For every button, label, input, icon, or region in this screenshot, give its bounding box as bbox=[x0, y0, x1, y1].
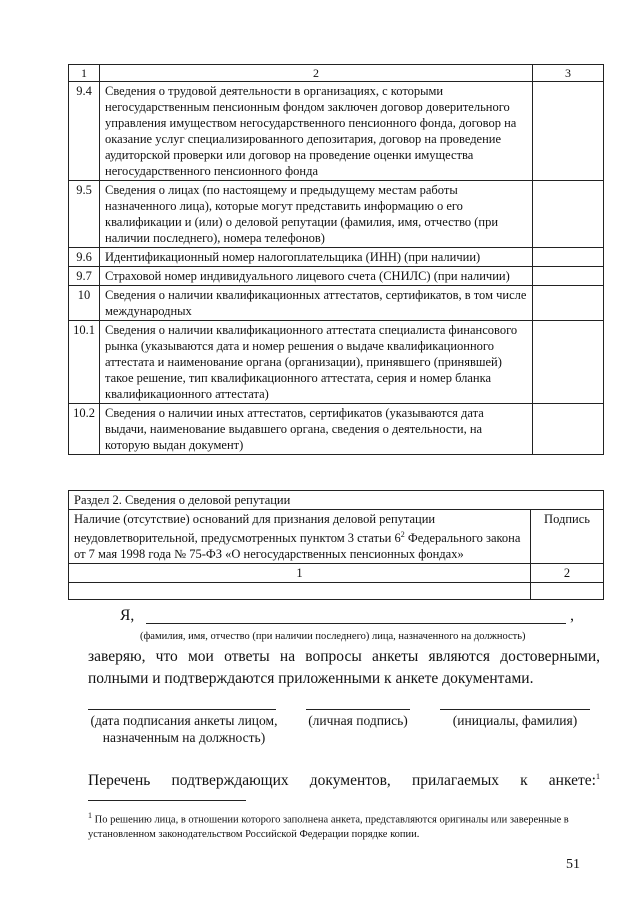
business-reputation-table bbox=[68, 490, 604, 600]
full-name-field[interactable] bbox=[146, 623, 566, 624]
row-number: 10.2 bbox=[69, 404, 100, 455]
table-row bbox=[69, 82, 604, 181]
heading-word: подтверждающих bbox=[171, 772, 289, 789]
answer-row bbox=[69, 583, 604, 600]
table-header-row bbox=[69, 65, 604, 82]
signing-date-caption bbox=[86, 712, 282, 746]
reputation-answer-cell[interactable] bbox=[69, 583, 531, 600]
table-row bbox=[69, 248, 604, 267]
column-number-2: 2 bbox=[531, 564, 604, 583]
answer-cell[interactable] bbox=[533, 181, 604, 248]
column-header-1: 1 bbox=[69, 65, 100, 82]
question-row bbox=[69, 510, 604, 564]
row-description: Сведения о лицах (по настоящему и предыдущему местам работы назначенного лица), которые могут представить информацию о его квалификации и (или) о деловой репутации (фамилия, имя, отчество (при наличии последнего), номера телефонов) bbox=[100, 181, 533, 248]
heading-word: прилагаемых bbox=[411, 772, 499, 789]
row-description: Сведения о трудовой деятельности в организациях, с которыми негосударственным пенсионным фондом заключен договор доверительного управления имуществом негосударственного пенсионного фонда, договор на оказание услуг специализированного депозитария, договор на проведение аудиторской проверки или договор на проведение оценки имущества негосударственного пенсионного фонда bbox=[100, 82, 533, 181]
answer-cell[interactable] bbox=[533, 248, 604, 267]
footnote-marker: 1 bbox=[88, 811, 92, 820]
signing-date-field[interactable] bbox=[88, 709, 276, 710]
footnote bbox=[88, 809, 600, 842]
answer-cell[interactable] bbox=[533, 286, 604, 321]
initials-surname-caption: (инициалы, фамилия) bbox=[452, 713, 578, 728]
footnote-text: По решению лица, в отношении которого заполнена анкета, представляются оригиналы или заверенные в установленном законодательством Российской Федерации порядке копии. bbox=[88, 814, 569, 840]
heading-word-last bbox=[549, 772, 600, 790]
signing-date-caption-line2: назначенным на должность) bbox=[102, 730, 266, 745]
row-description: Идентификационный номер налогоплательщика (ИНН) (при наличии) bbox=[100, 248, 533, 267]
personal-signature-field[interactable] bbox=[306, 709, 410, 710]
column-header-3: 3 bbox=[533, 65, 604, 82]
row-number: 10 bbox=[69, 286, 100, 321]
assurance-statement: заверяю, что мои ответы на вопросы анкеты являются достоверными, полными и подтверждаются приложенными к анкете документами. bbox=[88, 648, 600, 687]
row-description: Страховой номер индивидуального лицевого счета (СНИЛС) (при наличии) bbox=[100, 267, 533, 286]
signing-date-caption-line1: (дата подписания анкеты лицом, bbox=[90, 713, 278, 728]
answer-cell[interactable] bbox=[533, 82, 604, 181]
full-name-caption: (фамилия, имя, отчество (при наличии последнего) лица, назначенного на должность) bbox=[140, 631, 526, 642]
row-number: 9.6 bbox=[69, 248, 100, 267]
section-title-row bbox=[69, 491, 604, 510]
table-row bbox=[69, 181, 604, 248]
footnote-reference: 1 bbox=[595, 772, 600, 781]
personal-signature-caption: (личная подпись) bbox=[308, 713, 408, 728]
column-header-2: 2 bbox=[100, 65, 533, 82]
table-row bbox=[69, 321, 604, 404]
heading-word: к bbox=[520, 772, 528, 789]
row-description: Сведения о наличии квалификационного аттестата специалиста финансового рынка (указываются дата и номер решения о выдаче квалификационного аттестата и наименование органа (организации), принявшего (принявшей) такое решение, тип квалификационного аттестата, серия и номер бланка квалификационного аттестата) bbox=[100, 321, 533, 404]
initials-surname-field[interactable] bbox=[440, 709, 590, 710]
declarant-name-line bbox=[110, 605, 580, 627]
row-number: 9.7 bbox=[69, 267, 100, 286]
section-title: Раздел 2. Сведения о деловой репутации bbox=[69, 491, 604, 510]
heading-word: документов, bbox=[309, 772, 391, 789]
answer-cell[interactable] bbox=[533, 404, 604, 455]
page-number: 51 bbox=[566, 857, 580, 872]
table-row bbox=[69, 404, 604, 455]
row-number: 9.5 bbox=[69, 181, 100, 248]
question-text-end: Федерального закона от 7 мая 1998 года № 75-ФЗ «О негосударственных пенсионных фондах» bbox=[74, 531, 521, 562]
row-number: 9.4 bbox=[69, 82, 100, 181]
article-superscript: 2 bbox=[400, 530, 405, 539]
comma: , bbox=[570, 607, 574, 624]
numbering-row bbox=[69, 564, 604, 583]
signature-cell[interactable] bbox=[531, 583, 604, 600]
answer-cell[interactable] bbox=[533, 321, 604, 404]
row-number: 10.1 bbox=[69, 321, 100, 404]
row-description: Сведения о наличии квалификационных аттестатов, сертификатов, в том числе международных bbox=[100, 286, 533, 321]
questionnaire-table-section1 bbox=[68, 64, 604, 455]
question-text-start: Наличие (отсутствие) оснований для признания деловой репутации неудовлетворительной, предусмотренных пунктом 3 статьи 6 bbox=[74, 512, 436, 546]
table-row bbox=[69, 286, 604, 321]
signature-column-header: Подпись bbox=[531, 510, 604, 564]
heading-word: Перечень bbox=[88, 772, 151, 789]
ya-label: Я, bbox=[120, 607, 135, 624]
footnote-divider bbox=[88, 800, 246, 801]
column-number-1: 1 bbox=[69, 564, 531, 583]
table-row bbox=[69, 267, 604, 286]
row-description: Сведения о наличии иных аттестатов, сертификатов (указываются дата выдачи, наименование выдавшего органа, сведения о деятельности, на которую выдан документ) bbox=[100, 404, 533, 455]
heading-word: анкете: bbox=[548, 772, 596, 790]
reputation-question bbox=[69, 510, 531, 564]
answer-cell[interactable] bbox=[533, 267, 604, 286]
documents-list-heading bbox=[88, 772, 600, 790]
